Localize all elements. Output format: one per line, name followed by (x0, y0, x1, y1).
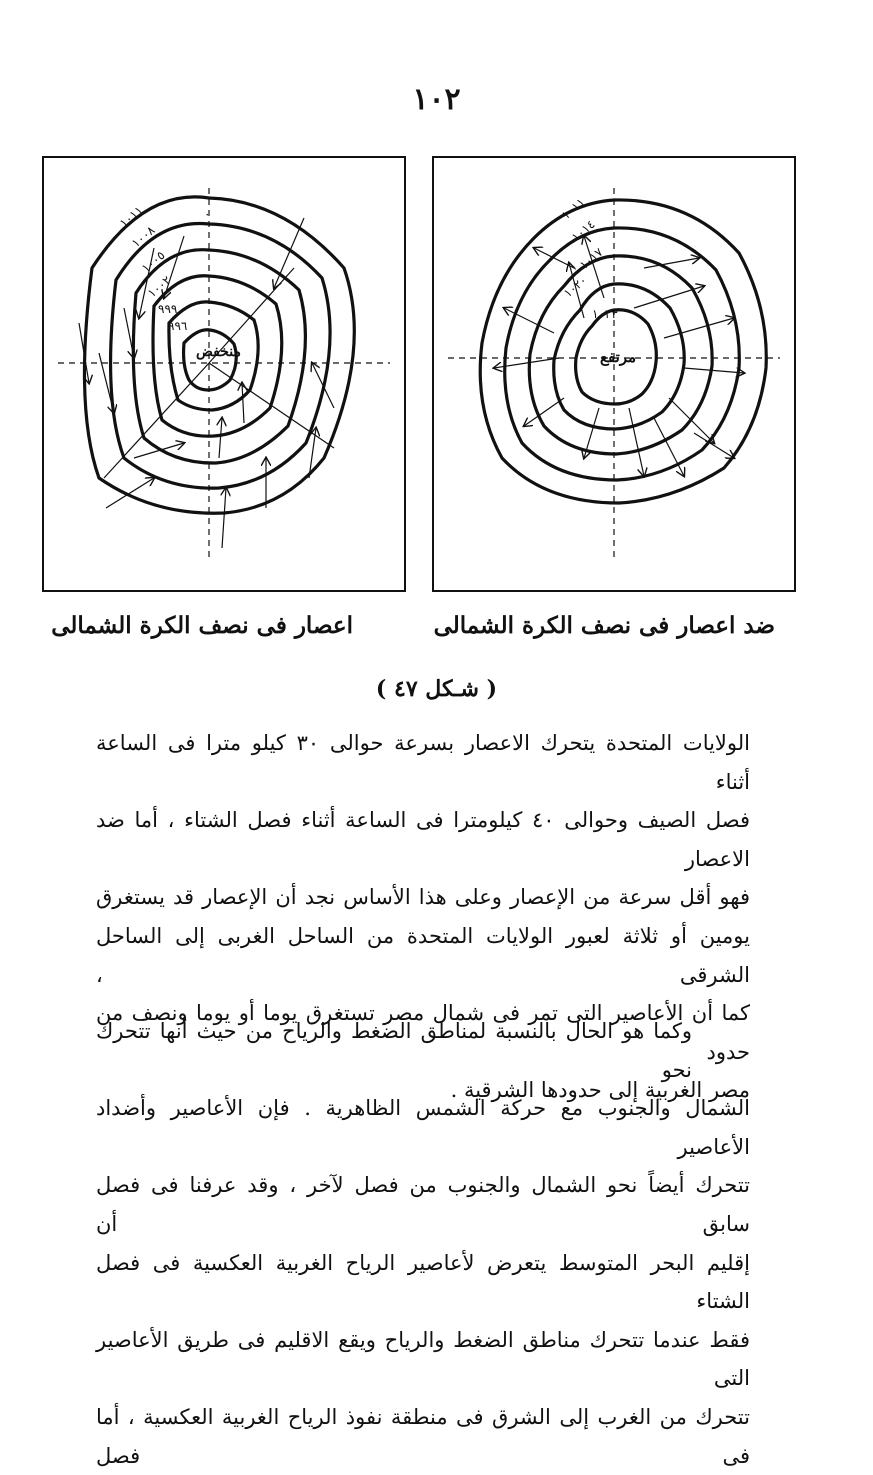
isobar-label: ١٠٠٨ (128, 223, 158, 251)
text-line: إقليم البحر المتوسط يتعرض لأعاصير الرياح الغربية العكسية فى فصل الشتاء (96, 1250, 750, 1314)
paragraph (96, 1012, 750, 1475)
text-line: وكما هو الحال بالنسبة لمناطق الضغط والرياح من حيث أنها تتحرك نحو (96, 1019, 692, 1082)
high-pressure-label: مرتفع (600, 348, 637, 366)
isobar-label: ١٠١١ (116, 203, 146, 231)
text-line: فهو أقل سرعة من الإعصار وعلى هذا الأساس نجد أن الإعصار قد يستغرق (96, 885, 750, 910)
anticyclone-diagram (434, 158, 794, 590)
isobar-label: ١٠١١ (558, 195, 588, 223)
isobar-label: ١٠٠٢ (144, 273, 174, 301)
anticyclone-figure (432, 156, 796, 592)
isobar-label: ١٠٠٥ (138, 248, 168, 276)
text-line: كما أن الأعاصير التى تمر فى شمال مصر تستغرق يوما أو يوما ونصف من حدود (96, 1001, 750, 1064)
figure-number-label: ( شـكل ٤٧ ) (375, 676, 498, 702)
isobar-label: ١٠١٤ (568, 217, 598, 245)
page-number: ١٠٢ (412, 82, 461, 117)
text-line: فصل الصيف وحوالى ٤٠ كيلومترا فى الساعة أثناء فصل الشتاء ، أما ضد الاعصار (96, 808, 750, 871)
anticyclone-caption: ضد اعصار فى نصف الكرة الشمالى (433, 612, 775, 639)
isobar-label: ٩٩٦ (168, 319, 188, 333)
isobar-label: ١٠٢٠ (560, 273, 590, 301)
sector-lines (104, 268, 334, 478)
isobar-label: ٠ (204, 207, 211, 221)
text-line: مصر الغربية إلى حدودها الشرقية . (450, 1078, 750, 1103)
low-pressure-label: منخفض (196, 344, 241, 360)
text-line: الشمال والجنوب مع حركة الشمس الظاهرية . فإن الأعاصير وأضداد الأعاصير (96, 1096, 750, 1159)
text-line: تتحرك أيضاً نحو الشمال والجنوب من فصل لآخر ، وقد عرفنا فى فصل سابق أن (96, 1173, 750, 1236)
cyclone-diagram (44, 158, 404, 590)
isobar-label: ١٠٢٣ (592, 307, 618, 321)
cyclone-figure (42, 156, 406, 592)
text-line: يومين أو ثلاثة لعبور الولايات المتحدة من الساحل الغربى إلى الساحل الشرقى ، (96, 923, 750, 987)
isobar-label: ٩٩٩ (158, 302, 178, 316)
isobar-label: ١٠١٧ (576, 245, 606, 273)
text-line: تتحرك من الغرب إلى الشرق فى منطقة نفوذ الرياح الغربية العكسية ، أما فى فصل (96, 1404, 750, 1468)
text-line: الولايات المتحدة يتحرك الاعصار بسرعة حوالى ٣٠ كيلو مترا فى الساعة أثناء (96, 731, 750, 794)
wind-arrows (79, 218, 334, 548)
text-line: فقط عندما تتحرك مناطق الضغط والرياح ويقع الاقليم فى طريق الأعاصير التى (96, 1327, 750, 1391)
cyclone-caption: اعصار فى نصف الكرة الشمالى (51, 612, 353, 639)
